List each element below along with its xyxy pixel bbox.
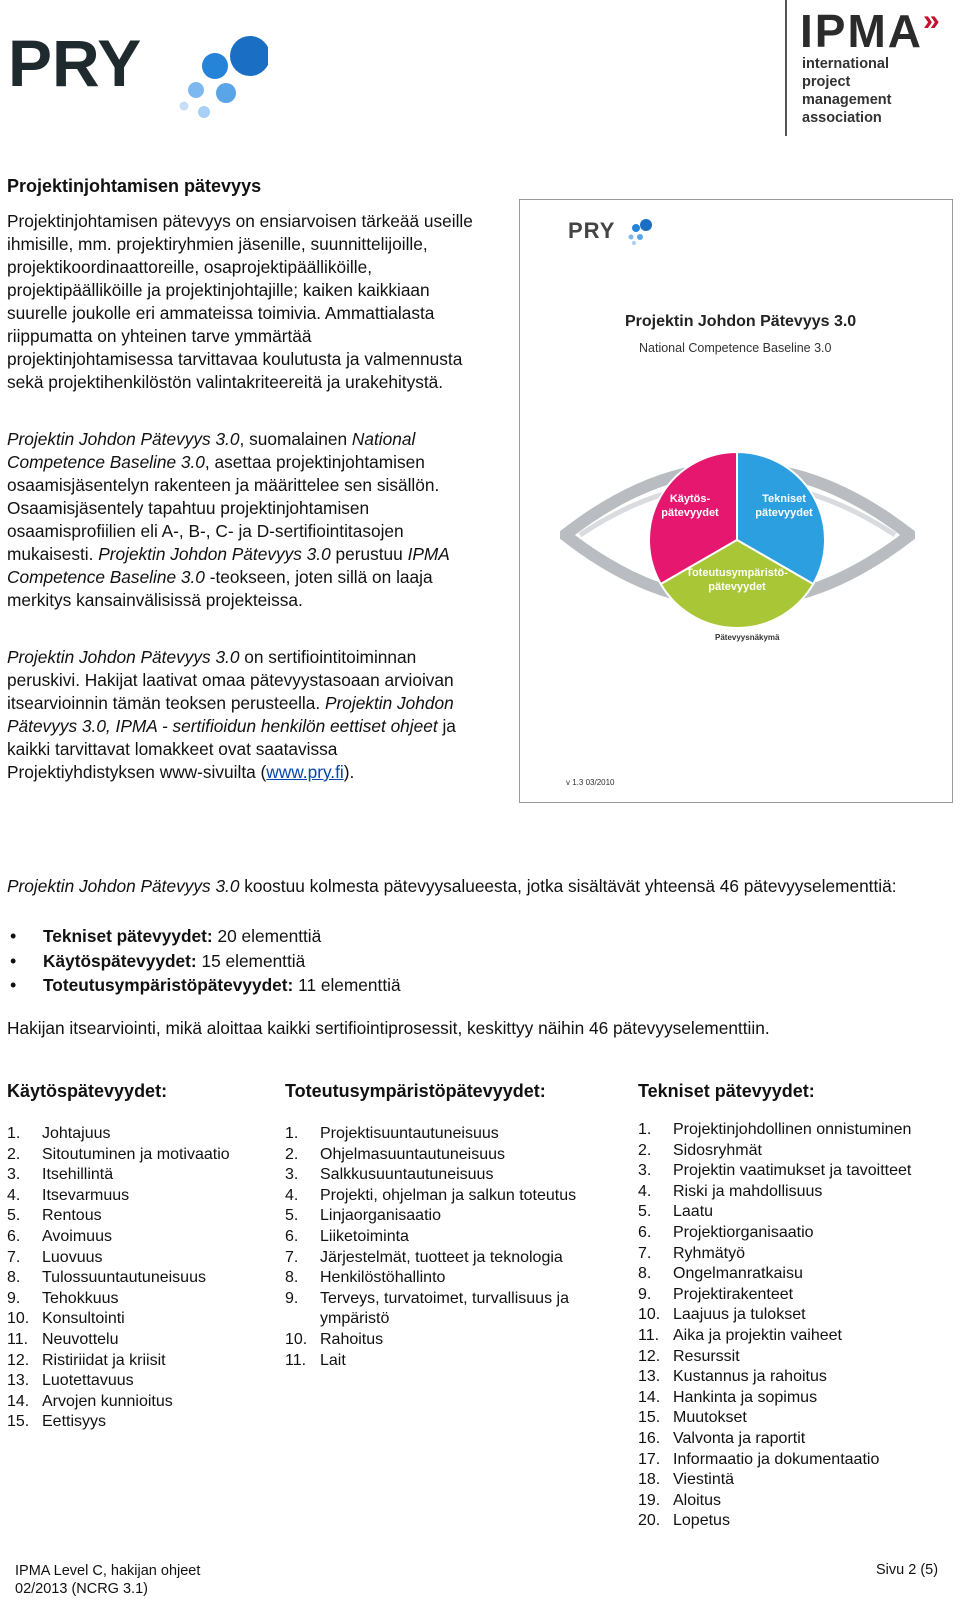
tekniset-list [638, 1120, 911, 1532]
cover-version: v 1.3 03/2010 [566, 778, 615, 787]
list-item [638, 1161, 911, 1182]
list-item [285, 1165, 615, 1186]
list-item-label: Informaatio ja dokumentaatio [673, 1450, 880, 1468]
list-item-label: Rentous [42, 1207, 102, 1225]
list-item-number: 17. [638, 1450, 661, 1468]
list-item-number: 5. [638, 1203, 652, 1221]
cover-title: Projektin Johdon Pätevyys 3.0 [625, 313, 857, 330]
list-item-number: 3. [638, 1162, 652, 1180]
intro-paragraph: Projektinjohtamisen pätevyys on ensiarvoisen tärkeää useille ihmisille, mm. projektiryhmien jäsenille, suunnittelijoille, projektikoordinaattoreille, osaprojektipäälliköille, projektipäälliköille ja projektinjohtajille; kaiken kaikkiaan suurelle joukolle eri ammateissa toimivia. Ammattialasta riippumatta on yhteinen tarve ymmärtää projektinjohtamisessa tarvittavaa koulutusta ja valmennusta sekä projektihenkilöstön valintakriteereitä ja urakehitystä. [7, 211, 473, 392]
certification-paragraph: Projektin Johdon Pätevyys 3.0 on sertifiointitoiminnan peruskivi. Hakijat laativat omaa pätevyystasoaan arvioivan itsearvioinnin tämän teoksen perusteella. Projektin Johdon Pätevyys 3.0, IPMA - sertifioidun henkilön eettiset ohjeet ja kaikki tarvittavat lomakkeet ovat saatavissa Projektiyhdistyksen www-sivuilta (www.pry.fi). [7, 647, 456, 782]
list-item-number: 10. [638, 1306, 661, 1324]
kaytos-list [7, 1124, 230, 1433]
list-item-number: 3. [285, 1166, 299, 1184]
list-item [638, 1305, 911, 1326]
list-item-label: Rahoitus [320, 1330, 384, 1348]
segment-kaytos-line1: Käytös- [669, 493, 711, 505]
list-item [638, 1285, 911, 1306]
list-item-number: 10. [285, 1330, 308, 1348]
segment-kaytos-line2: pätevyydet [661, 507, 719, 519]
ipma-tagline: international project management association [802, 56, 892, 126]
list-item-number: 1. [638, 1121, 652, 1138]
list-item [638, 1264, 911, 1285]
list-item-number: 13. [7, 1372, 30, 1390]
list-item-number: 8. [638, 1265, 652, 1283]
list-item-label: Tehokkuus [42, 1289, 119, 1307]
pry-logo [8, 18, 268, 118]
page-number: Sivu 2 (5) [876, 1562, 939, 1578]
list-item-label: Projektinjohdollinen onnistuminen [673, 1121, 912, 1138]
list-item-number: 7. [285, 1248, 299, 1266]
list-item [7, 1145, 230, 1166]
list-item-label: Riski ja mahdollisuus [673, 1182, 823, 1200]
list-item-label: Hankinta ja sopimus [673, 1388, 818, 1406]
list-item [7, 1412, 230, 1433]
list-item-label: Johtajuus [42, 1125, 111, 1142]
list-item-label: Sitoutuminen ja motivaatio [42, 1145, 230, 1163]
list-item [285, 1289, 615, 1330]
list-item-label: Eettisyys [42, 1413, 107, 1431]
list-item-number: 12. [638, 1347, 661, 1365]
list-item-number: 1. [7, 1125, 21, 1142]
list-item-label: Neuvottelu [42, 1330, 119, 1348]
list-item-number: 9. [285, 1289, 299, 1307]
list-item [7, 1392, 230, 1413]
list-item-number: 2. [7, 1145, 21, 1163]
list-item [285, 1268, 615, 1289]
list-item-number: 2. [285, 1145, 299, 1163]
list-item-label: Viestintä [673, 1471, 735, 1489]
list-item-number: 12. [7, 1351, 30, 1369]
list-item: • Tekniset pätevyydet: 20 elementtiä [7, 924, 401, 949]
list-item [7, 1206, 230, 1227]
footer-document-info [15, 1562, 200, 1598]
list-item-label: Lait [320, 1351, 346, 1369]
tekniset-heading: Tekniset pätevyydet: [638, 1081, 815, 1101]
list-item [7, 1165, 230, 1186]
footer-line1: IPMA Level C, hakijan ohjeet [15, 1563, 201, 1579]
list-item [285, 1124, 615, 1145]
list-item [285, 1186, 615, 1207]
list-item-label: Laajuus ja tulokset [673, 1306, 806, 1324]
list-item-label: Henkilöstöhallinto [320, 1269, 446, 1287]
list-item [7, 1371, 230, 1392]
list-item [638, 1202, 911, 1223]
list-item [7, 1124, 230, 1145]
list-item-label: Tulossuuntautuneisuus [42, 1269, 206, 1287]
list-item-label: Linjaorganisaatio [320, 1207, 441, 1225]
list-item-number: 9. [638, 1285, 652, 1303]
list-item-label: Itsevarmuus [42, 1186, 130, 1204]
list-item [638, 1470, 911, 1491]
segment-toteutus-line1: Toteutusympäristö- [686, 567, 788, 579]
list-item-label: Salkkusuuntautuneisuus [320, 1166, 494, 1184]
competence-eye-diagram [560, 420, 915, 650]
list-item [7, 1227, 230, 1248]
list-item-number: 5. [285, 1207, 299, 1225]
list-item-number: 13. [638, 1368, 661, 1386]
list-item-label: Ryhmätyö [673, 1244, 746, 1262]
list-item [638, 1244, 911, 1265]
list-item [638, 1182, 911, 1203]
list-item [638, 1347, 911, 1368]
list-item-label: Arvojen kunnioitus [42, 1392, 173, 1410]
ipma-logo-text: IPMA [800, 5, 923, 57]
list-item-label: Järjestelmät, tuotteet ja teknologia [320, 1248, 563, 1266]
list-item-label: Muutokset [673, 1409, 747, 1427]
list-item [285, 1145, 615, 1166]
list-item-number: 20. [638, 1512, 661, 1530]
list-item-label: Luovuus [42, 1248, 103, 1266]
list-item-number: 3. [7, 1166, 21, 1184]
list-item [7, 1268, 230, 1289]
section-title: Projektinjohtamisen pätevyys [7, 176, 262, 196]
list-item-number: 5. [7, 1207, 21, 1225]
list-item-number: 7. [638, 1244, 652, 1262]
list-item-number: 16. [638, 1429, 661, 1447]
segment-tekniset-line1: Tekniset [762, 493, 806, 505]
list-item-label: Projektirakenteet [673, 1285, 794, 1303]
cover-subtitle: National Competence Baseline 3.0 [639, 341, 832, 355]
list-item-number: 2. [638, 1141, 652, 1159]
list-item-number: 8. [7, 1269, 21, 1287]
list-item-number: 14. [638, 1388, 661, 1406]
competence-area-list [7, 924, 401, 998]
list-item-label: Projekti, ohjelman ja salkun toteutus [320, 1186, 577, 1204]
list-item-number: 4. [285, 1186, 299, 1204]
list-item-number: 6. [285, 1227, 299, 1245]
list-item-label: Ongelmanratkaisu [673, 1265, 803, 1283]
list-item-number: 15. [638, 1409, 661, 1427]
list-item [285, 1351, 615, 1372]
pry-dots-icon [622, 218, 652, 246]
list-item-label: Terveys, turvatoimet, turvallisuus ja ympäristö [320, 1289, 569, 1328]
list-item [285, 1248, 615, 1269]
list-item [638, 1141, 911, 1162]
list-item: • Toteutusympäristöpätevyydet: 11 elementtiä [7, 973, 401, 998]
list-item [638, 1388, 911, 1409]
list-item [7, 1289, 230, 1310]
cover-view-label: Pätevyysnäkymä [715, 633, 780, 642]
toteutus-heading: Toteutusympäristöpätevyydet: [285, 1081, 546, 1101]
list-item [285, 1227, 615, 1248]
list-item-label: Projektisuuntautuneisuus [320, 1125, 499, 1142]
footer-line2: 02/2013 (NCRG 3.1) [15, 1581, 148, 1597]
list-item-number: 11. [285, 1351, 307, 1369]
list-item-number: 8. [285, 1269, 299, 1287]
list-item [7, 1351, 230, 1372]
ipma-logo [800, 4, 942, 58]
list-item [7, 1248, 230, 1269]
segment-toteutus-line2: pätevyydet [708, 581, 766, 593]
list-item-number: 7. [7, 1248, 21, 1266]
list-item-number: 4. [638, 1182, 652, 1200]
list-item-number: 1. [285, 1125, 299, 1142]
list-item-label: Laatu [673, 1203, 714, 1221]
list-item-label: Avoimuus [42, 1227, 112, 1245]
list-item-number: 6. [7, 1227, 21, 1245]
list-item [638, 1408, 911, 1429]
kaytos-heading: Käytöspätevyydet: [7, 1081, 168, 1101]
list-item [638, 1367, 911, 1388]
ipma-divider [785, 0, 787, 136]
list-item-number: 15. [7, 1413, 30, 1431]
list-item-label: Ristiriidat ja kriisit [42, 1351, 166, 1369]
list-item [7, 1309, 230, 1330]
list-item-label: Sidosryhmät [673, 1141, 762, 1159]
list-item [638, 1491, 911, 1512]
list-item [638, 1429, 911, 1450]
list-item-label: Aika ja projektin vaiheet [673, 1326, 842, 1344]
list-item-label: Projektin vaatimukset ja tavoitteet [673, 1162, 912, 1180]
toteutus-list [285, 1124, 615, 1371]
summary-paragraph: Projektin Johdon Pätevyys 3.0 koostuu kolmesta pätevyysalueesta, jotka sisältävät yhteensä 46 pätevyyselementtiä: [7, 876, 897, 896]
list-item-label: Projektiorganisaatio [673, 1223, 814, 1241]
pry-website-link[interactable]: www.pry.fi [266, 762, 344, 782]
chevron-right-icon: » [923, 4, 942, 37]
list-item-number: 11. [638, 1326, 660, 1344]
list-item-label: Aloitus [673, 1491, 722, 1509]
list-item [285, 1206, 615, 1227]
list-item-label: Konsultointi [42, 1310, 125, 1328]
list-item-number: 19. [638, 1491, 661, 1509]
list-item-number: 11. [7, 1330, 29, 1348]
self-evaluation-paragraph: Hakijan itsearviointi, mikä aloittaa kaikki sertifiointiprosessit, keskittyy näihin 46 pätevyyselementtiin. [7, 1018, 770, 1038]
list-item-label: Lopetus [673, 1512, 730, 1530]
list-item-number: 14. [7, 1392, 30, 1410]
list-item-label: Liiketoiminta [320, 1227, 409, 1245]
list-item-label: Kustannus ja rahoitus [673, 1368, 827, 1386]
list-item [638, 1450, 911, 1471]
list-item [285, 1330, 615, 1351]
list-item-number: 9. [7, 1289, 21, 1307]
list-item-label: Itsehillintä [42, 1166, 114, 1184]
cover-pry-logo: PRY [568, 218, 652, 246]
list-item-number: 18. [638, 1471, 661, 1489]
list-item-label: Luotettavuus [42, 1372, 134, 1390]
list-item-label: Resurssit [673, 1347, 740, 1365]
ncb-paragraph: Projektin Johdon Pätevyys 3.0, suomalainen National Competence Baseline 3.0, asettaa projektinjohtamisen osaamisjäsentelyn rakenteen ja määrittelee sen sisällön. Osaamisjäsentely tapahtuu projektinjohtamisen osaamisprofiilien eli A-, B-, C- ja D-sertifiointitasojen mukaisesti. Projektin Johdon Pätevyys 3.0 perustuu IPMA Competence Baseline 3.0 -teokseen, joten sillä on laaja merkitys kansainvälisissä projekteissa. [7, 429, 450, 610]
list-item-label: Valvonta ja raportit [673, 1429, 806, 1447]
list-item-number: 6. [638, 1223, 652, 1241]
list-item [638, 1223, 911, 1244]
list-item-label: Ohjelmasuuntautuneisuus [320, 1145, 506, 1163]
list-item-number: 4. [7, 1186, 21, 1204]
segment-tekniset-line2: pätevyydet [755, 507, 813, 519]
list-item: • Käytöspätevyydet: 15 elementtiä [7, 949, 401, 974]
book-cover-image [519, 199, 953, 803]
pry-logo-text: PRY [8, 26, 142, 100]
list-item [638, 1326, 911, 1347]
list-item [638, 1511, 911, 1532]
list-item [7, 1186, 230, 1207]
list-item-number: 10. [7, 1310, 30, 1328]
list-item [638, 1120, 911, 1141]
list-item [7, 1330, 230, 1351]
